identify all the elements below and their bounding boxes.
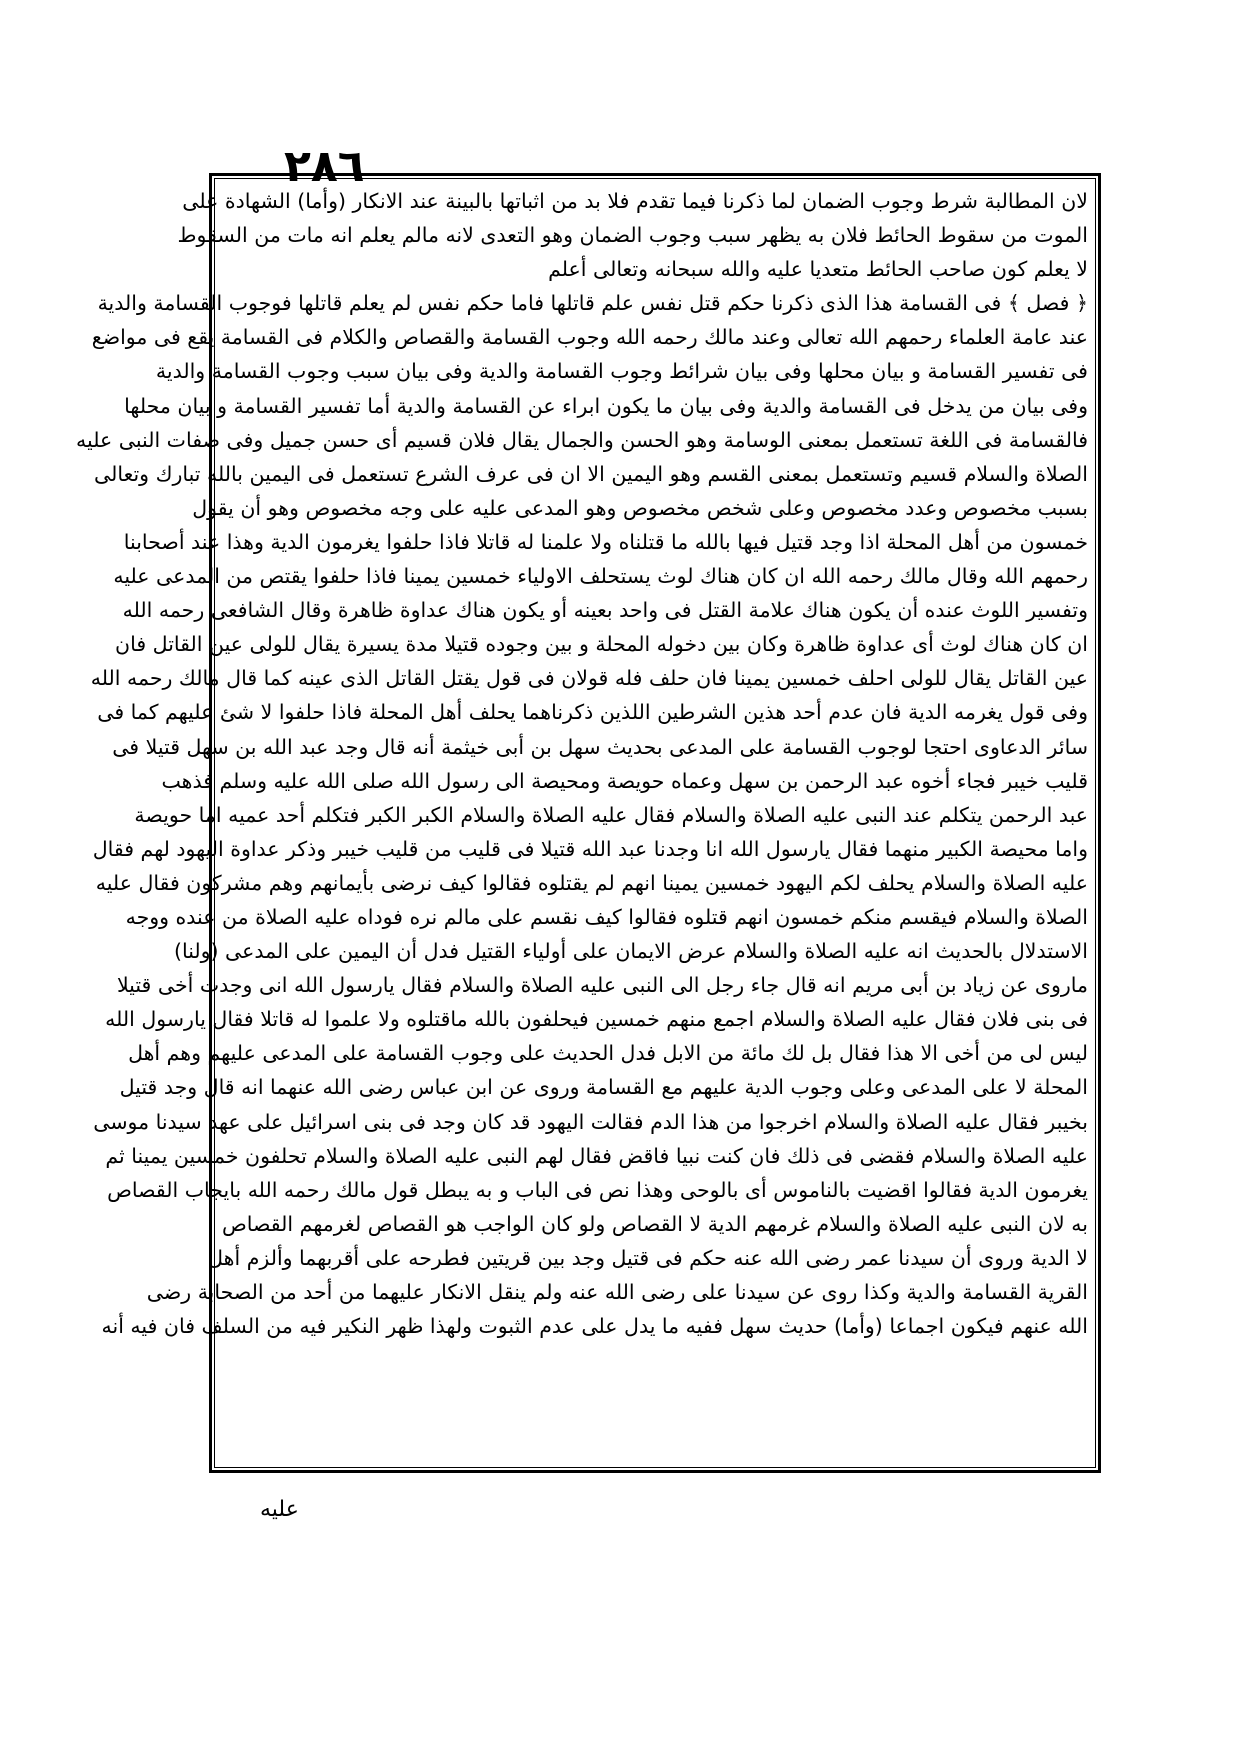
text-line: ان كان هناك لوث أى عداوة ظاهرة وكان بين دخوله المحلة و بين وجوده قتيلا مدة يسيرة يقال للولى عين القاتل فان xyxy=(115,632,1088,657)
text-line: وفى بيان من يدخل فى القسامة والدية وفى بيان ما يكون ابراء عن القسامة والدية أما تفسير القسامة و بيان محلها xyxy=(124,393,1088,418)
text-line: خمسون من أهل المحلة اذا وجد قتيل فيها بالله ما قتلناه ولا علمنا له قاتلا فاذا حلفوا يغرمون الدية وهذا عند أصحابنا xyxy=(123,529,1088,554)
text-line: الصلاة والسلام فيقسم منكم خمسون انهم قتلوه فقالوا كيف نقسم على مالم نره فوداه عليه الصلاة من عنده ووجه xyxy=(125,904,1088,929)
text-line: الاستدلال بالحديث انه عليه الصلاة والسلام عرض الايمان على أولياء القتيل فدل أن اليمين على المدعى (ولنا) xyxy=(173,939,1088,964)
text-line: عبد الرحمن يتكلم عند النبى عليه الصلاة والسلام فقال عليه الصلاة والسلام الكبر الكبر فتكلم أحد عميه اما حويصة xyxy=(134,802,1088,827)
text-line: يغرمون الدية فقالوا اقضيت بالناموس أى بالوحى وهذا نص فى الباب و به يبطل قول مالك رحمه الله بايجاب القصاص xyxy=(107,1177,1088,1202)
text-line: لا الدية وروى أن سيدنا عمر رضى الله عنه حكم فى قتيل وجد بين قريتين فطرحه على أقربهما وألزم أهل xyxy=(208,1245,1088,1270)
text-line: قليب خيبر فجاء أخوه عبد الرحمن بن سهل وعماه حويصة ومحيصة الى رسول الله صلى الله عليه وسلم فذهب xyxy=(161,768,1088,793)
text-line: الموت من سقوط الحائط فلان به يظهر سبب وجوب الضمان وهو التعدى لانه مالم يعلم انه مات من السقوط xyxy=(177,223,1088,248)
catchword: عليه xyxy=(260,1497,299,1522)
text-line: سائر الدعاوى احتجا لوجوب القسامة على المدعى بحديث سهل بن أبى خيثمة أنه قال وجد عبد الله بن سهل قتيلا فى xyxy=(112,734,1088,759)
text-line: لان المطالبة شرط وجوب الضمان لما ذكرنا فيما تقدم فلا بد من اثباتها بالبينة عند الانكار (وأما) الشهادة على xyxy=(182,189,1088,213)
text-line: المحلة لا على المدعى وعلى وجوب الدية عليهم مع القسامة وروى عن ابن عباس رضى الله عنهما انه قال وجد قتيل xyxy=(119,1075,1088,1100)
text-line: فى بنى فلان فقال عليه الصلاة والسلام اجمع منهم خمسين فيحلفون بالله ماقتلوه ولا علموا له قاتلا فقال يارسول الله xyxy=(105,1007,1088,1032)
text-line: فالقسامة فى اللغة تستعمل بمعنى الوسامة وهو الحسن والجمال يقال فلان قسيم أى حسن جميل وفى صفات النبى عليه xyxy=(76,427,1088,452)
section-heading-line: ﴿ فصل ﴾ فى القسامة هذا الذى ذكرنا حكم قتل نفس علم قاتلها فاما حكم نفس لم يعلم قاتلها فوجوب القسامة والدية xyxy=(97,291,1088,316)
text-line: الله عنهم فيكون اجماعا (وأما) حديث سهل ففيه ما يدل على عدم الثبوت ولهذا ظهر النكير فيه من السلف فان فيه أنه xyxy=(101,1314,1088,1339)
text-line: الصلاة والسلام قسيم وتستعمل بمعنى القسم وهو اليمين الا ان فى عرف الشرع تستعمل فى اليمين بالله تبارك وتعالى xyxy=(93,461,1088,486)
text-line: واما محيصة الكبير منهما فقال يارسول الله انا وجدنا عبد الله قتيلا فى قليب من قليب خيبر وذكر عداوة اليهود لهم فقال xyxy=(92,836,1088,861)
text-line: به لان النبى عليه الصلاة والسلام غرمهم الدية لا القصاص ولو كان الواجب هو القصاص لغرمهم القصاص xyxy=(222,1211,1088,1236)
page-number: ٢٨٦ xyxy=(284,141,365,192)
text-line: بخيبر فقال عليه الصلاة والسلام اخرجوا من هذا الدم فقالت اليهود قد كان وجد فى بنى اسرائيل على عهد سيدنا موسى xyxy=(93,1109,1088,1134)
text-line: ماروى عن زياد بن أبى مريم انه قال جاء رجل الى النبى عليه الصلاة والسلام فقال يارسول الله انى وجدت أخى قتيلا xyxy=(116,973,1088,998)
text-line xyxy=(222,1411,1088,1445)
text-line: رحمهم الله وقال مالك رحمه الله ان كان هناك لوث يستحلف الاولياء خمسين يمينا فاذا حلفوا يقتص من المدعى عليه xyxy=(113,564,1088,589)
text-line: القرية القسامة والدية وكذا روى عن سيدنا على رضى الله عنه ولم ينقل الانكار عليهما من أحد من الصحابة رضى xyxy=(146,1280,1088,1304)
text-line: عين القاتل يقال للولى احلف خمسين يمينا فان حلف فله قولان فى قول يقتل القاتل الذى عينه كما قال مالك رحمه الله xyxy=(90,666,1088,691)
text-line: فى تفسير القسامة و بيان محلها وفى بيان شرائط وجوب القسامة والدية وفى بيان سبب وجوب القسامة والدية xyxy=(155,359,1088,384)
text-line: عليه الصلاة والسلام يحلف لكم اليهود خمسين يمينا انهم لم يقتلوه فقالوا كيف نرضى بأيمانهم وهم مشركون فقال عليه xyxy=(95,870,1088,895)
text-line: عند عامة العلماء رحمهم الله تعالى وعند مالك رحمه الله وجوب القسامة والقصاص والكلام فى القسامة يقع فى مواضع xyxy=(91,325,1088,350)
text-line xyxy=(222,1377,1088,1411)
text-line xyxy=(222,1343,1088,1377)
text-line: عليه الصلاة والسلام فقضى فى ذلك فان كنت نبيا فاقض فقال لهم النبى عليه الصلاة والسلام تحلفون خمسين يمينا ثم xyxy=(105,1143,1088,1168)
page-text xyxy=(76,184,1088,1462)
text-line: وتفسير اللوث عنده أن يكون هناك علامة القتل فى واحد بعينه أو يكون هناك عداوة ظاهرة وقال الشافعى رحمه الله xyxy=(122,598,1088,623)
text-line: ليس لى من أخى الا هذا فقال بل لك مائة من الابل فدل الحديث على وجوب القسامة على المدعى عليهم وهم أهل xyxy=(128,1041,1088,1066)
text-line: لا يعلم كون صاحب الحائط متعديا عليه والله سبحانه وتعالى أعلم xyxy=(548,257,1088,282)
text-line: وفى قول يغرمه الدية فان عدم أحد هذين الشرطين اللذين ذكرناهما يحلف أهل المحلة فاذا حلفوا لا شئ عليهم كما فى xyxy=(97,700,1088,725)
text-line: بسبب مخصوص وعدد مخصوص وعلى شخص مخصوص وهو المدعى عليه على وجه مخصوص وهو أن يقول xyxy=(192,495,1088,520)
